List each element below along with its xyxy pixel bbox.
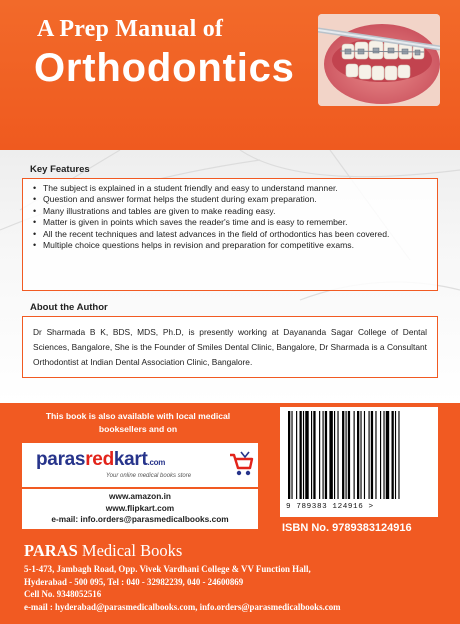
orders-email-link[interactable]: e-mail: info.orders@parasmedicalbooks.com [51,514,229,524]
key-features-box [22,178,438,291]
book-title-line1: A Prep Manual of [37,16,224,42]
feature-item: • Question and answer format helps the student during exam preparation. [33,194,427,205]
address-line1: 5-1-473, Jambagh Road, Opp. Vivek Vardhani College & VV Function Hall, [24,564,311,574]
barcode-bar [398,411,399,499]
publisher-name: PARAS Medical Books [24,541,183,560]
shopping-cart-icon [228,449,254,477]
barcode-bar [386,411,389,499]
barcode-bar [337,411,338,499]
about-author-box [22,316,438,378]
barcode-bar [325,411,327,499]
book-title: Orthodontics [34,46,295,90]
feature-item: • Matter is given in points which saves the reader's time and is easy to remember. [33,217,427,228]
publisher-address [24,563,454,613]
barcode-bar [300,411,302,499]
barcode-bar [395,411,396,499]
barcode-bars [286,411,432,501]
logo-wordmark: parasredkart.com [36,449,166,470]
barcode-bar [348,411,350,499]
feature-item: • The subject is explained in a student friendly and easy to understand manner. [33,183,427,194]
barcode-bar [313,411,315,499]
feature-item: • Multiple choice questions helps in revision and preparation for competitive exams. [33,240,427,251]
barcode-bar [364,411,365,499]
dental-braces-photo [318,14,440,106]
barcode-bar [319,411,320,499]
logo-tagline: Your online medical books store [106,473,192,479]
feature-item: • Many illustrations and tables are given to make reading easy. [33,206,427,217]
barcode-bar [369,411,370,499]
barcode-bar [305,411,308,499]
availability-line2: booksellers and on [98,424,178,434]
availability-note [20,410,256,436]
publisher-cell: Cell No. 9348052516 [24,589,102,600]
barcode-bar [296,411,297,499]
barcode-bar [288,411,290,499]
isbn-number: ISBN No. 9789383124916 [282,522,412,534]
feature-item: • All the recent techniques and latest advances in the field of orthodontics has been covered. [33,229,427,240]
online-stores-box [22,489,258,529]
barcode-bar [291,411,292,499]
about-author-heading: About the Author [30,302,108,313]
barcode-bar [346,411,347,499]
key-features-heading: Key Features [30,164,90,175]
barcode-bar [323,411,324,499]
barcode-bar [357,411,359,499]
barcode-bar [380,411,381,499]
author-bio: Dr Sharmada B K, BDS, MDS, Ph.D, is presently working at Dayananda Sagar College of Dental Sciences, Bangalore, She is the Founder of Smiles Dental Clinic, Bangalore, Dr Sharmada is a Consultant Orthodontist at Indian Dental Association Clinic, Bangalore. [33,327,427,367]
barcode-bar [354,411,355,499]
barcode-bar [342,411,344,499]
parasredkart-logo[interactable] [22,443,258,487]
barcode-bar [371,411,373,499]
amazon-link[interactable]: www.amazon.in [109,491,171,501]
flipkart-link[interactable]: www.flipkart.com [105,502,175,513]
barcode-bar [360,411,361,499]
barcode-bar [383,411,384,499]
barcode-bar [329,411,332,499]
barcode [280,407,438,517]
barcode-digits: 9 789383 124916 > [286,503,374,511]
address-line2: Hyderabad - 500 095, Tel : 040 - 32982239, 040 - 24600869 [24,576,244,587]
availability-line1: This book is also available with local medical [45,411,231,421]
publisher-email: e-mail : hyderabad@parasmedicalbooks.com, info.orders@parasmedicalbooks.com [24,601,341,612]
barcode-bar [334,411,335,499]
barcode-bar [303,411,304,499]
barcode-bar [311,411,312,499]
barcode-bar [375,411,376,499]
barcode-bar [392,411,394,499]
